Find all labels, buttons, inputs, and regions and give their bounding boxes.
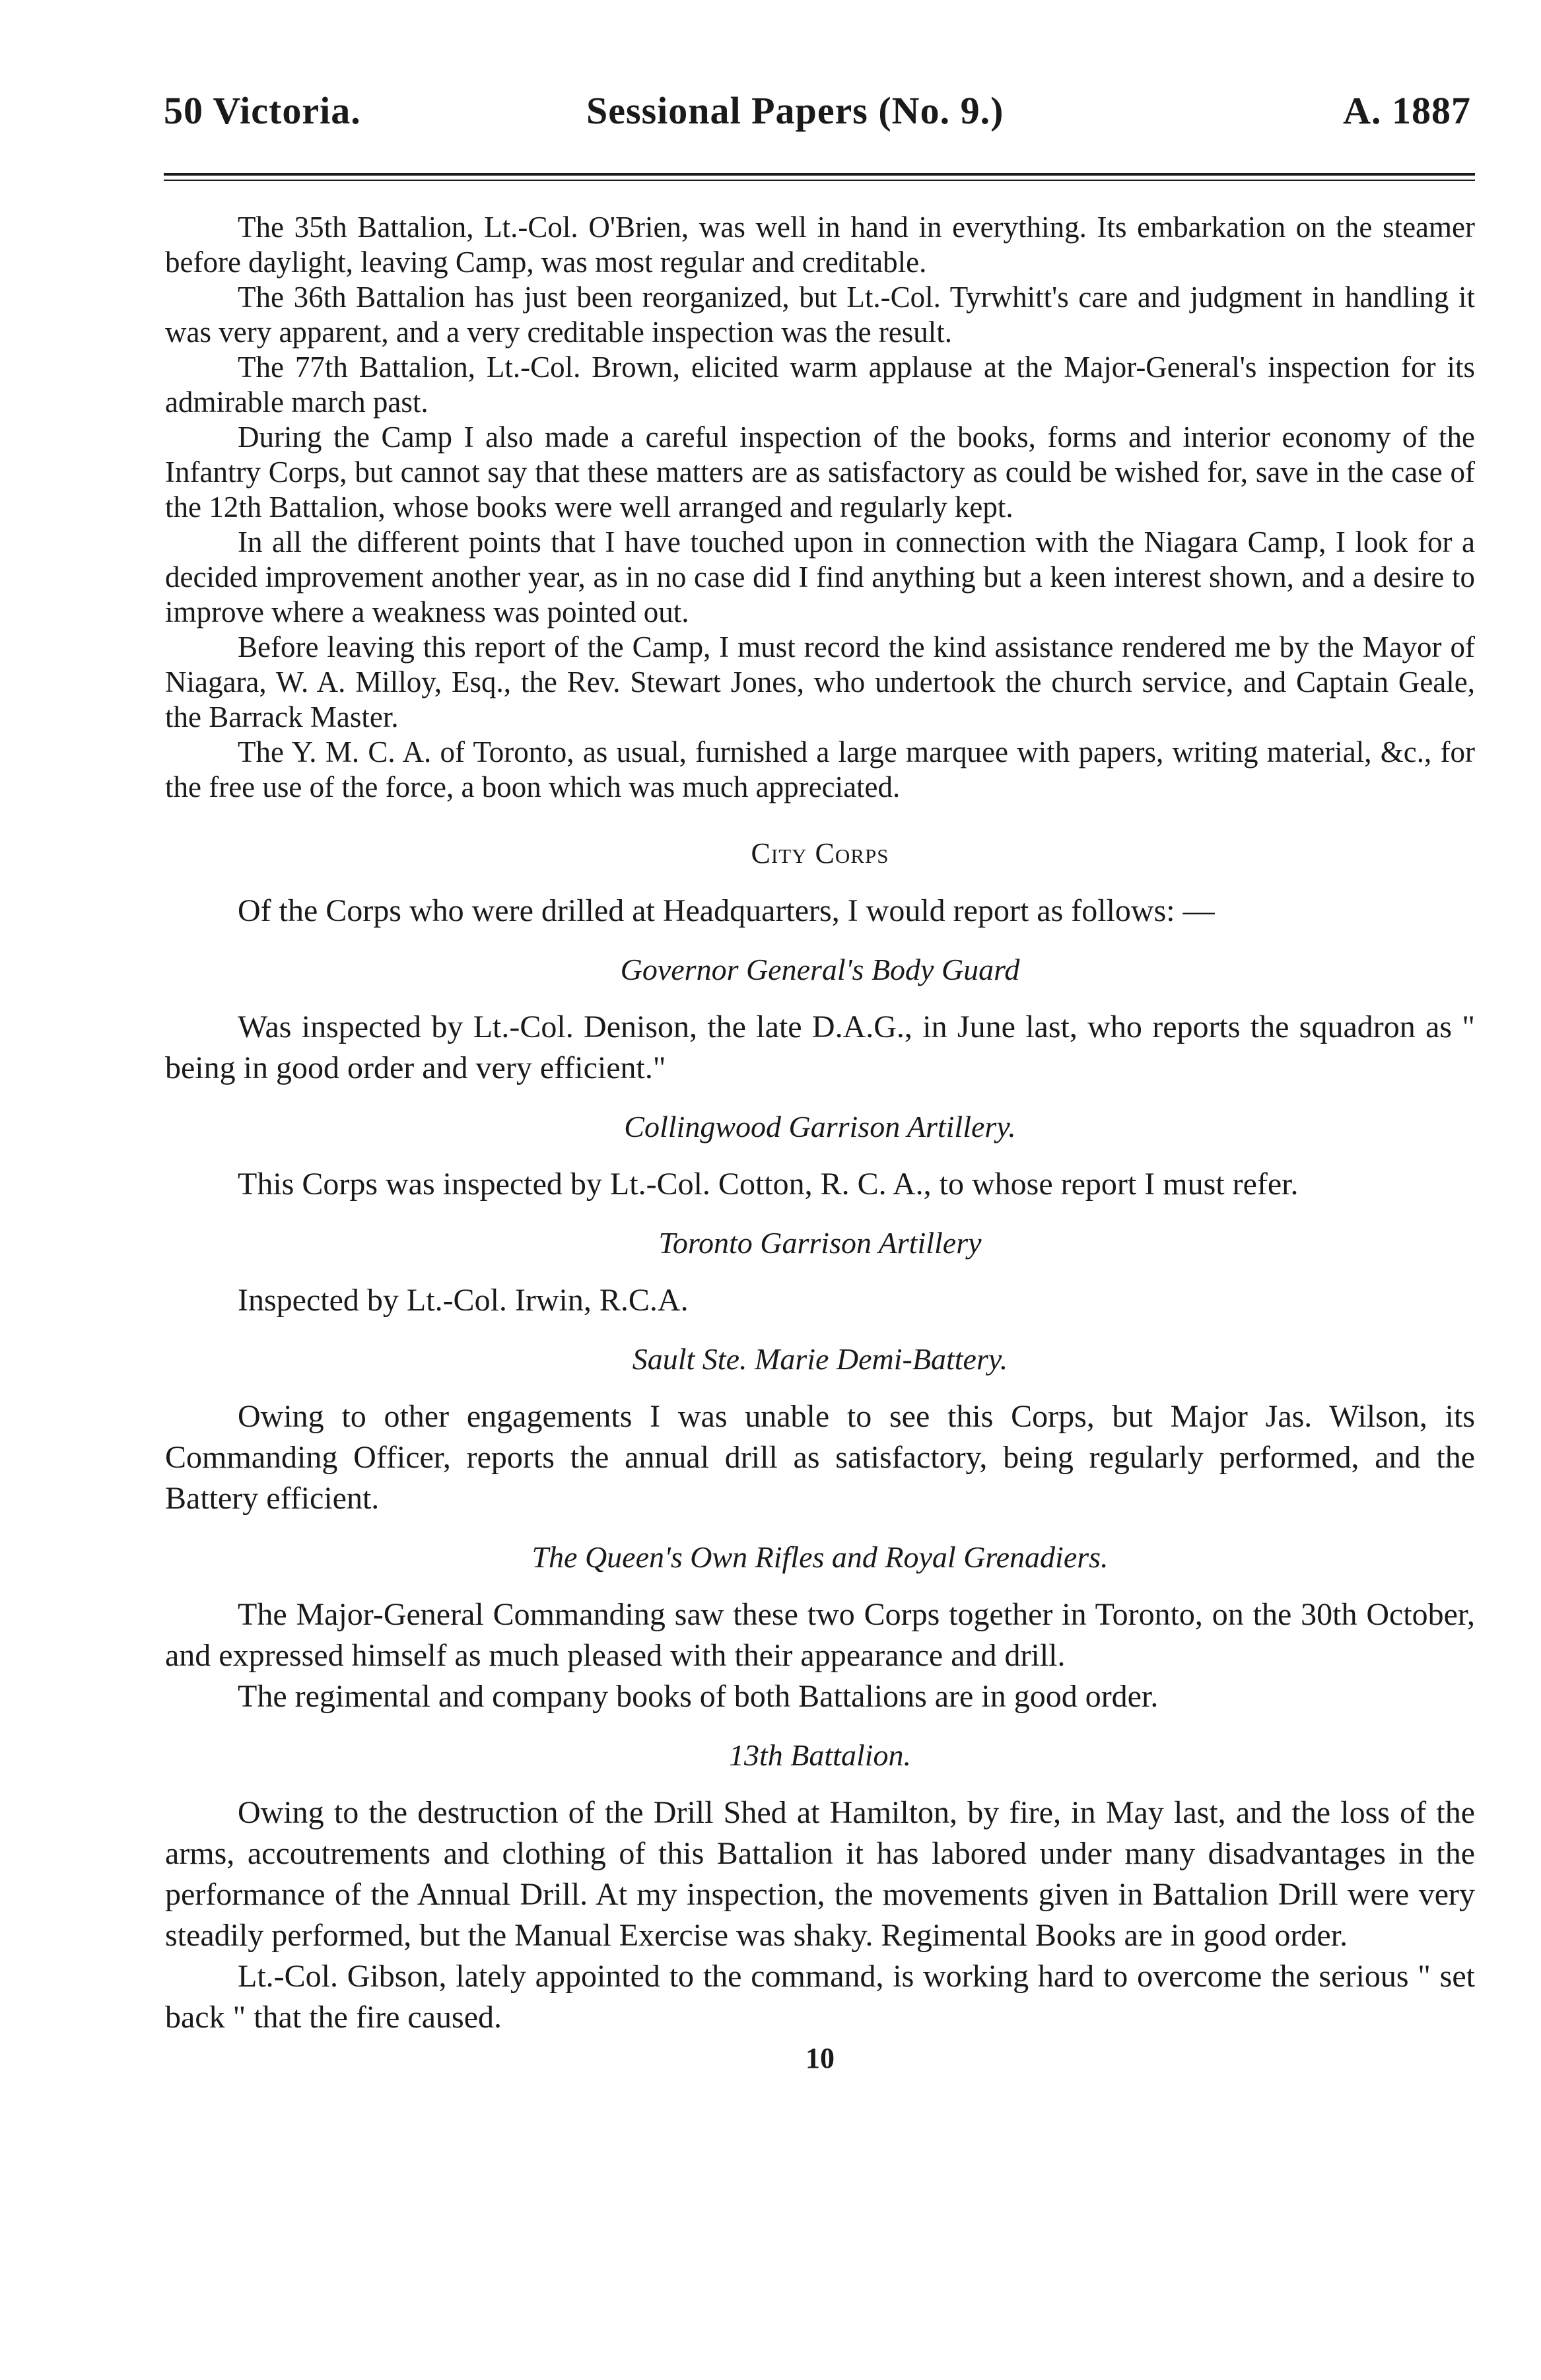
paragraph-acknowledgements: Before leaving this report of the Camp, I must record the kind assistance rendered me by the Mayor of Niagara, W. A. Milloy, Esq., the Rev. Stewart Jones, who undertook the church service, and Captain Geale, the Barrack Master.: [165, 630, 1475, 733]
subheading-collingwood: Collingwood Garrison Artillery.: [624, 1110, 1016, 1143]
paragraph-city-corps-intro: Of the Corps who were drilled at Headquarters, I would report as follows: —: [238, 893, 1215, 928]
paragraph-collingwood: This Corps was inspected by Lt.-Col. Cotton, R. C. A., to whose report I must refer.: [238, 1167, 1299, 1202]
header-rule-thin: [164, 180, 1475, 181]
paragraph-ymca: The Y. M. C. A. of Toronto, as usual, furnished a large marquee with papers, writing material, &c., for the free use of the force, a boon which was much appreciated.: [165, 735, 1475, 803]
paragraph-interior-economy: During the Camp I also made a careful inspection of the books, forms and interior economy of the Infantry Corps, but cannot say that these matters are as satisfactory as could be wished for, save in the case of the 12th Battalion, whose books were well arranged and regularly kept.: [165, 421, 1475, 524]
running-header: [164, 88, 1471, 141]
subheading-sault-ste-marie: Sault Ste. Marie Demi-Battery.: [632, 1342, 1008, 1376]
paragraph-queens-own-inspection: The Major-General Commanding saw these two Corps together in Toronto, on the 30th October, and expressed himself as much pleased with their appearance and drill.: [165, 1597, 1475, 1673]
subheading-body-guard: Governor General's Body Guard: [620, 953, 1020, 986]
paragraph-improvement: In all the different points that I have touched upon in connection with the Niagara Camp, I look for a decided improvement another year, as in no case did I find anything but a keen interest shown, and a desire to improve where a weakness was pointed out.: [165, 526, 1475, 629]
page-number: 10: [805, 2042, 835, 2074]
header-title: Sessional Papers (No. 9.): [586, 89, 1004, 132]
header-volume: 50 Victoria.: [164, 89, 361, 132]
paragraph-toronto-artillery: Inspected by Lt.-Col. Irwin, R.C.A.: [238, 1283, 689, 1318]
paragraph-13th-command: Lt.-Col. Gibson, lately appointed to the command, is working hard to overcome the serious " set back " that the fire caused.: [165, 1959, 1475, 2035]
header-year: A. 1887: [1343, 89, 1471, 132]
section-heading-city-corps: City Corps: [751, 837, 889, 869]
paragraph-queens-own-books: The regimental and company books of both Battalions are in good order.: [238, 1679, 1159, 1714]
paragraph-77th-battalion: The 77th Battalion, Lt.-Col. Brown, elicited warm applause at the Major-General's inspection for its admirable march past.: [165, 351, 1475, 419]
paragraph-sault-ste-marie: Owing to other engagements I was unable to see this Corps, but Major Jas. Wilson, its Commanding Officer, reports the annual drill as satisfactory, being regularly performed, and the Battery efficient.: [165, 1399, 1475, 1516]
page-body: [165, 210, 1475, 2076]
subheading-toronto-artillery: Toronto Garrison Artillery: [658, 1226, 982, 1260]
paragraph-35th-battalion: The 35th Battalion, Lt.-Col. O'Brien, was well in hand in everything. Its embarkation on the steamer before daylight, leaving Camp, was most regular and creditable.: [165, 211, 1475, 279]
paragraph-13th-drill-shed: Owing to the destruction of the Drill Shed at Hamilton, by fire, in May last, and the loss of the arms, accoutrements and clothing of this Battalion it has labored under many disadvantages in the performance of the Annual Drill. At my inspection, the movements given in Battalion Drill were very steadily performed, but the Manual Exercise was shaky. Regimental Books are in good order.: [165, 1795, 1475, 1953]
paragraph-36th-battalion: The 36th Battalion has just been reorganized, but Lt.-Col. Tyrwhitt's care and judgment in handling it was very apparent, and a very creditable inspection was the result.: [165, 281, 1475, 349]
subheading-13th-battalion: 13th Battalion.: [729, 1738, 911, 1772]
subheading-queens-own-rifles: The Queen's Own Rifles and Royal Grenadiers.: [531, 1540, 1109, 1574]
header-rule-thick: [164, 173, 1475, 176]
paragraph-body-guard: Was inspected by Lt.-Col. Denison, the late D.A.G., in June last, who reports the squadron as " being in good order and very efficient.": [165, 1009, 1475, 1085]
